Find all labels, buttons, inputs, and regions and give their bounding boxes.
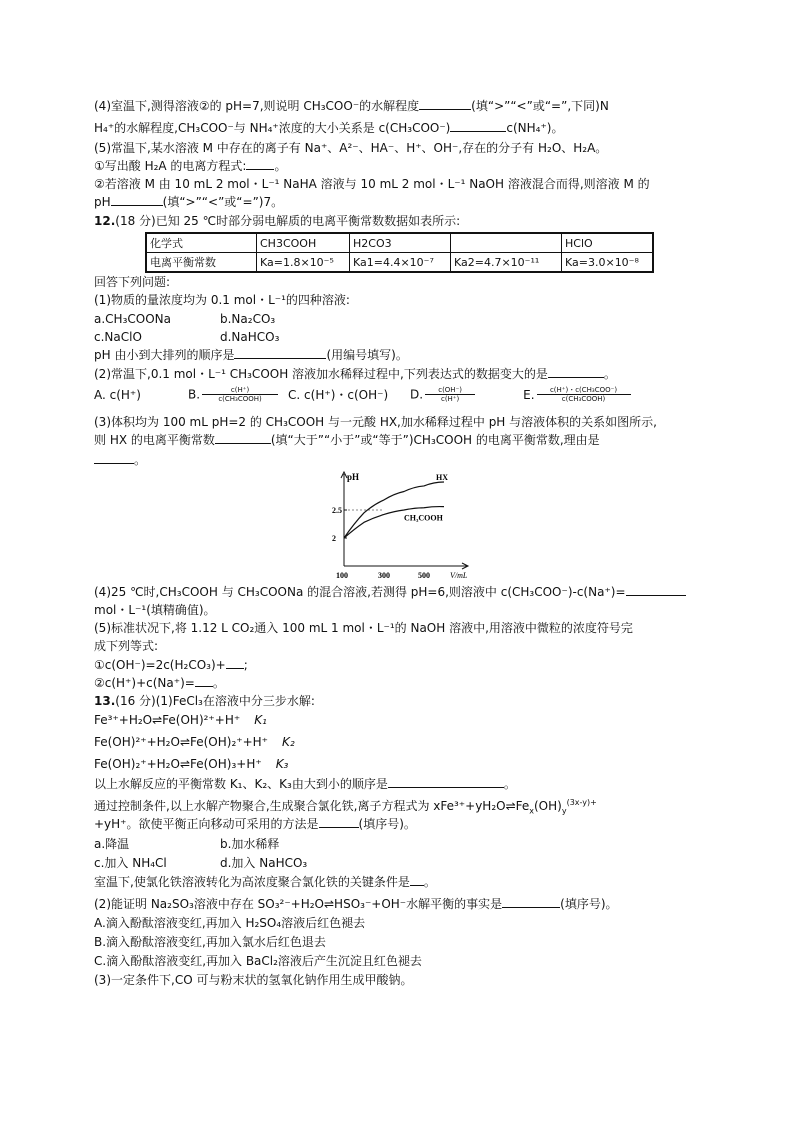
q11-part5-3-hint: (填“>”“<”或“=”)7。 — [162, 195, 284, 209]
fraction-numerator: c(H⁺)・c(CH₃COO⁻) — [537, 386, 631, 395]
table-cell: 电离平衡常数 — [146, 253, 257, 273]
answer-blank[interactable] — [319, 816, 359, 828]
q11-part5-3 — [94, 194, 704, 210]
table-cell: Ka1=4.4×10⁻⁷ — [350, 253, 451, 273]
x-tick-label: 500 — [418, 571, 430, 580]
series-line-hx — [344, 482, 444, 538]
q12-answer-prompt: 回答下列问题: — [94, 275, 171, 289]
q11-part5-1 — [94, 158, 704, 174]
choice-b: B. — [188, 387, 201, 402]
q12-part5-line1: (5)标准状况下,将 1.12 L CO₂通入 100 mL 1 mol・L⁻¹的 NaOH 溶液中,用溶液中微粒的浓度符号完 — [94, 621, 633, 635]
q13-part2-hint: (填序号)。 — [560, 897, 618, 911]
q13-part2 — [94, 896, 704, 912]
equilibrium-constant: K₃ — [275, 757, 289, 771]
equilibrium-constant: K₂ — [282, 735, 295, 749]
q12-part3-end: 。 — [134, 453, 147, 467]
fraction-numerator: c(OH⁻) — [425, 386, 475, 395]
q12-part1: (1)物质的量浓度均为 0.1 mol・L⁻¹的四种溶液: — [94, 293, 350, 307]
q13-order-end: 。 — [503, 777, 516, 791]
equation-text: Fe³⁺+H₂O⇌Fe(OH)²⁺+H⁺ — [94, 713, 241, 727]
q11-part4-text3: c(NH₄⁺)。 — [506, 121, 564, 135]
q12-part3-line1: (3)体积均为 100 mL pH=2 的 CH₃COOH 与一元酸 HX,加水稀释过程中 pH 与溶液体积的关系如图所示, — [94, 415, 657, 429]
q13-equation-3 — [94, 756, 704, 772]
q13-choice-a: A.滴入酚酞溶液变红,再加入 H₂SO₄溶液后红色褪去 — [94, 916, 366, 930]
fraction-numerator: c(H⁺) — [202, 386, 278, 395]
table-cell: Ka=3.0×10⁻⁸ — [562, 253, 654, 273]
method-c: c.加入 NH₄Cl — [94, 856, 167, 870]
q11-part4-text: (4)室温下,测得溶液②的 pH=7,则说明 CH₃COO⁻的水解程度 — [94, 99, 420, 113]
q12-part1-order-text: pH 由小到大排列的顺序是 — [94, 348, 235, 362]
q12-part1-order-hint: (用编号填写)。 — [326, 348, 408, 362]
choice-a: A. c(H⁺) — [94, 387, 141, 402]
fraction-denominator: c(CH₃COOH) — [561, 395, 606, 403]
answer-blank[interactable] — [226, 657, 244, 669]
answer-blank[interactable] — [388, 776, 504, 788]
q13-polymer-line1 — [94, 798, 704, 814]
q12-part2-choices — [94, 386, 704, 410]
q12-part3-line2 — [94, 432, 704, 448]
table-cell: Ka2=4.7×10⁻¹¹ — [451, 253, 562, 273]
answer-blank[interactable] — [215, 432, 271, 444]
option-a: a.CH₃COONa — [94, 312, 171, 326]
fraction-denominator: c(CH₃COOH) — [218, 395, 262, 403]
superscript-charge: (3x-y)+ — [566, 798, 597, 807]
q13-order-text: 以上水解反应的平衡常数 K₁、K₂、K₃由大到小的顺序是 — [94, 777, 388, 791]
q13-equation-2 — [94, 734, 704, 750]
q13-polymer-text: 通过控制条件,以上水解产物聚合,生成聚合氯化铁,离子方程式为 xFe³⁺+yH₂O⇌Fe — [94, 799, 530, 813]
y-tick-label: 2.5 — [332, 506, 342, 515]
table-cell: CH3COOH — [257, 233, 350, 253]
table-cell: HClO — [562, 233, 654, 253]
q12-part4-text: (4)25 ℃时,CH₃COOH 与 CH₃COONa 的混合溶液,若测得 pH=6,则溶液中 c(CH₃COO⁻)-c(Na⁺)= — [94, 585, 626, 599]
answer-blank[interactable] — [246, 158, 274, 170]
table-cell: 化学式 — [146, 233, 257, 253]
q12-options-row2 — [94, 329, 704, 345]
answer-blank[interactable] — [111, 194, 163, 206]
ph-volume-chart — [330, 470, 480, 582]
answer-blank[interactable] — [234, 347, 326, 359]
choice-d: D. — [410, 387, 424, 402]
q12-part3-line3 — [94, 452, 704, 468]
subscript-x: x — [529, 806, 534, 816]
equation-text: Fe(OH)²⁺+H₂O⇌Fe(OH)₂⁺+H⁺ — [94, 735, 269, 749]
fraction-e — [537, 386, 631, 403]
series-label: HX — [436, 473, 448, 482]
q12-part3-text2: (填“大于”“小于”或“等于”)CH₃COOH 的电离平衡常数,理由是 — [270, 433, 600, 447]
answer-blank[interactable] — [94, 452, 134, 464]
option-d: d.NaHCO₃ — [220, 330, 280, 344]
table-cell: Ka=1.8×10⁻⁵ — [257, 253, 350, 273]
option-c: c.NaClO — [94, 330, 142, 344]
y-tick-label: 2 — [332, 534, 336, 543]
q13-key-text: 室温下,使氯化铁溶液转化为高浓度聚合氯化铁的关键条件是 — [94, 875, 410, 889]
q11-part5-2: ②若溶液 M 由 10 mL 2 mol・L⁻¹ NaHA 溶液与 10 mL 2 mol・L⁻¹ NaOH 溶液混合而得,则溶液 M 的 — [94, 177, 650, 191]
q12-part2-text: (2)常温下,0.1 mol・L⁻¹ CH₃COOH 溶液加水稀释过程中,下列表达式的数据变大的是 — [94, 367, 548, 381]
x-tick-label: 100 — [336, 571, 348, 580]
x-axis-label: V/mL — [450, 571, 468, 580]
table-header-row — [146, 233, 653, 253]
x-tick-label: 300 — [378, 571, 390, 580]
q12-part5-2-end: 。 — [212, 676, 225, 690]
fraction-denominator: c(H⁺) — [440, 395, 460, 403]
q13-polymer-oh: (OH) — [534, 799, 562, 813]
answer-blank[interactable] — [626, 584, 686, 596]
q13-part2-text: (2)能证明 Na₂SO₃溶液中存在 SO₃²⁻+H₂O⇌HSO₃⁻+OH⁻水解平衡的事实是 — [94, 897, 503, 911]
q13-order — [94, 776, 704, 792]
equilibrium-constant: K₁ — [254, 713, 267, 727]
equation-text: Fe(OH)₂⁺+H₂O⇌Fe(OH)₃+H⁺ — [94, 757, 262, 771]
q13-equation-1 — [94, 712, 704, 728]
question-number: 12. — [94, 214, 116, 228]
method-d: d.加入 NaHCO₃ — [220, 856, 308, 870]
y-axis-label: pH — [347, 472, 360, 482]
q11-part4-hint: (填“>”“<”或“=”,下同)N — [471, 99, 609, 113]
q12-part5-line2: 成下列等式: — [94, 639, 159, 653]
answer-blank[interactable] — [548, 366, 604, 378]
answer-blank[interactable] — [195, 675, 213, 687]
q13-key-end: 。 — [423, 875, 436, 889]
q11-part5: (5)常温下,某水溶液 M 中存在的离子有 Na⁺、A²⁻、HA⁻、H⁺、OH⁻,存在的分子有 H₂O、H₂A。 — [94, 141, 608, 155]
q12-part1-order — [94, 347, 704, 363]
option-b: b.Na₂CO₃ — [220, 312, 276, 326]
answer-blank[interactable] — [419, 98, 471, 110]
q13-polymer-line2 — [94, 816, 704, 832]
answer-blank[interactable] — [450, 120, 506, 132]
q13-methods-row2 — [94, 855, 704, 871]
q12-part4-line1 — [94, 584, 704, 600]
q13-choice-b: B.滴入酚酞溶液变红,再加入氯水后红色退去 — [94, 935, 326, 949]
q11-part5-3-ph: pH — [94, 195, 111, 209]
q12-part5-1-end: ; — [243, 658, 248, 672]
q13-choice-c: C.滴入酚酞溶液变红,再加入 BaCl₂溶液后产生沉淀且红色褪去 — [94, 954, 422, 968]
q13-intro — [94, 693, 704, 709]
q12-part3-text: 则 HX 的电离平衡常数 — [94, 433, 215, 447]
q13-polymer-hint: (填序号)。 — [358, 817, 416, 831]
q11-part4-text2: H₄⁺的水解程度,CH₃COO⁻与 NH₄⁺浓度的大小关系是 c(CH₃COO⁻) — [94, 121, 451, 135]
q13-key-condition — [94, 874, 704, 890]
table-cell — [451, 233, 562, 253]
q12-part5-2 — [94, 675, 704, 691]
question-number: 13. — [94, 694, 116, 708]
q12-part4-line2: mol・L⁻¹(填精确值)。 — [94, 603, 216, 617]
q11-part5-1-text: ①写出酸 H₂A 的电离方程式: — [94, 159, 247, 173]
q12-part5-1 — [94, 657, 704, 673]
table-cell: H2CO3 — [350, 233, 451, 253]
q11-part5-1-end: 。 — [274, 159, 287, 173]
q12-intro-text: (18 分)已知 25 ℃时部分弱电解质的电离平衡常数数据如表所示: — [115, 214, 461, 228]
fraction-d — [425, 386, 475, 403]
method-b: b.加水稀释 — [220, 837, 280, 851]
method-a: a.降温 — [94, 837, 130, 851]
q13-methods-row1 — [94, 836, 704, 852]
q12-part2-end: 。 — [603, 367, 616, 381]
table-row — [146, 253, 653, 273]
q13-intro-text: (16 分)(1)FeCl₃在溶液中分三步水解: — [115, 694, 315, 708]
answer-blank[interactable] — [502, 896, 560, 908]
q12-part2 — [94, 366, 704, 382]
q12-part5-2-text: ②c(H⁺)+c(Na⁺)= — [94, 676, 195, 690]
q13-polymer-text2: +yH⁺。欲使平衡正向移动可采用的方法是 — [94, 817, 319, 831]
q13-part3: (3)一定条件下,CO 可与粉末状的氢氧化钠作用生成甲酸钠。 — [94, 973, 413, 987]
subscript-y: y — [561, 806, 567, 816]
q12-part5-1-text: ①c(OH⁻)=2c(H₂CO₃)+ — [94, 658, 226, 672]
q12-intro — [94, 213, 704, 229]
q11-part4-line2 — [94, 120, 704, 136]
choice-c: C. c(H⁺)・c(OH⁻) — [288, 387, 389, 402]
answer-blank[interactable] — [410, 874, 424, 886]
fraction-b — [202, 386, 278, 403]
choice-e: E. — [523, 387, 535, 402]
series-label: CH₃COOH — [404, 513, 443, 523]
ionization-constant-table — [145, 232, 654, 273]
q12-options-row1 — [94, 311, 704, 327]
q11-part4-line1 — [94, 98, 704, 114]
